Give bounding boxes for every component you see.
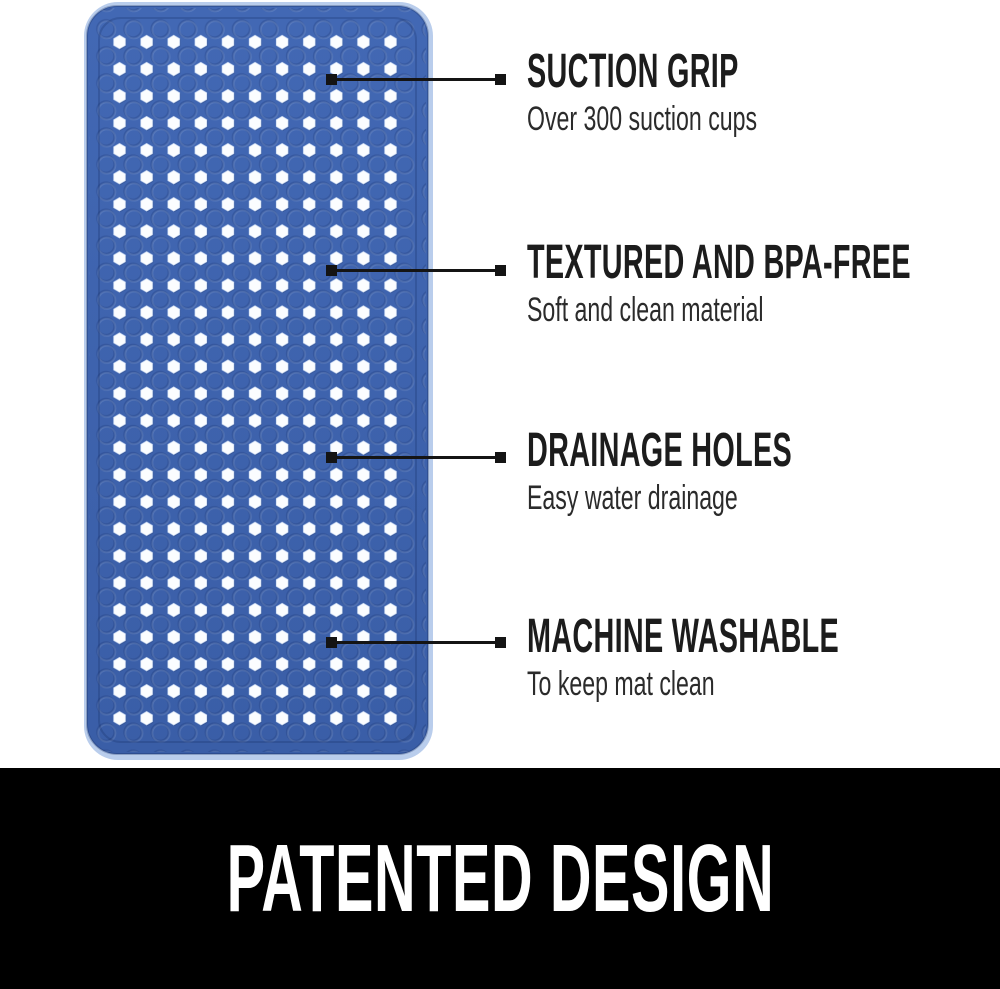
callout-textured-bpa-free bbox=[527, 236, 1000, 330]
bath-mat-graphic bbox=[58, 0, 438, 766]
callout-title: DRAINAGE HOLES bbox=[527, 424, 793, 477]
callout-subtitle: Over 300 suction cups bbox=[527, 100, 758, 138]
bath-mat-image bbox=[58, 0, 438, 766]
callout-line-textured bbox=[329, 269, 503, 272]
callout-suction-grip bbox=[527, 45, 880, 139]
callout-drainage-holes bbox=[527, 424, 969, 518]
callout-line-machine-washable bbox=[329, 641, 503, 644]
patented-design-banner bbox=[0, 768, 1000, 989]
callout-subtitle: Easy water drainage bbox=[527, 479, 738, 517]
callout-title: TEXTURED AND BPA-FREE bbox=[527, 236, 911, 289]
drainage-hole-pattern bbox=[106, 29, 405, 733]
callout-subtitle: Soft and clean material bbox=[527, 291, 764, 329]
callout-subtitle: To keep mat clean bbox=[527, 665, 715, 703]
callout-line-drainage-holes bbox=[329, 456, 503, 459]
callout-title: SUCTION GRIP bbox=[527, 45, 739, 98]
banner-text: PATENTED DESIGN bbox=[226, 824, 774, 932]
callout-machine-washable bbox=[527, 610, 1000, 704]
callout-title: MACHINE WASHABLE bbox=[527, 610, 839, 663]
callout-line-suction-grip bbox=[329, 78, 503, 81]
